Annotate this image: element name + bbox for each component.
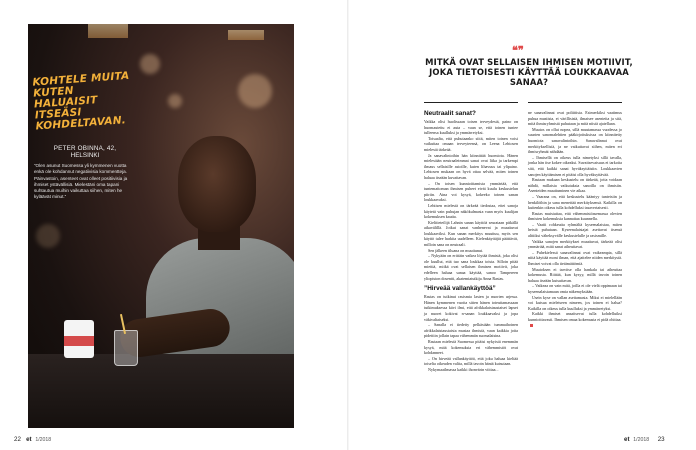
paragraph: – Nykyään on erittäin vaikea löytää ihmistä, joka olisi ole kuullut, että tuo sana loukkaa toista. Silloin pitää miettiä, mitkä ovat sellaisen ihmisen motiivit, joka edelleen haluaa sanaa käyttää, sanoo Tampereen yliopiston dosentti, akatemiatutkija Anna Rastas. xyxy=(424,253,518,281)
page-gutter xyxy=(347,0,349,450)
paper-cup xyxy=(64,320,94,358)
page-number-left: 22 xyxy=(14,436,21,443)
paragraph: – Puhekielessä sanavalinnat ovat vaikeampia, sillä niitä käyttää moni ilman, että ajattelee niiden merkitystä. Ihmiset voivat olla tietämättömiä. xyxy=(528,249,622,267)
bokeh-light xyxy=(168,94,182,108)
caption-quote: KOHTELE MUITA KUTEN HALUAISIT ITSEÄSI KOHDELTAVAN. xyxy=(32,69,130,133)
paragraph: Rastas muistuttaa, että vähemmistöasemassa olevien ihmisten kokemuksia kannattaa kuunnella. xyxy=(528,210,622,222)
subheading-vallankaytto: ”Hirveää vallankäyttöä” xyxy=(424,285,496,293)
paragraph: – Vaarana on, että keskustelu kääntyy tunteisiin ja henkilöihin ja sana menettää merkityksensä. Kaikilla on kuitenkin oikeus tulla kohdelluksi tasavertaisesti. xyxy=(528,193,622,211)
paragraph: Usein kyse on vallan asettamasta. Miksi ei mielellään voi kutsua mieleiseen nimeen, jos toinen ei halua? Kaikilla on oikeus tulla kuulluksi ja ymmärretyksi. xyxy=(528,294,622,311)
issue-left: 1/2018 xyxy=(35,437,52,443)
lamp-glow xyxy=(228,30,264,40)
paragraph: – Ihmisellä on oikeus tulla nimetyksi sillä tavalla, jonka hän itse kokee oikeaksi. Suvaitsevaisuus ei tarkoita sitä, että kaikki sanat hyväksyttäisiin. Loukkaavien sanojen käyttämisen ei pitäisi olla hyväksyttävää. xyxy=(528,154,622,177)
article-headline: MITKÄ OVAT SELLAISEN IHMISEN MOTIIVIT, JOKA TIETOISESTI KÄYTTÄÄ LOUKKAAVAA SANAA? xyxy=(425,57,633,87)
drinking-glass xyxy=(114,330,138,366)
caption-person-name: PETER OBINNA, 42, xyxy=(53,145,117,152)
page-number-right: 23 xyxy=(657,436,665,443)
headline-rule xyxy=(528,102,622,103)
paragraph: ne sanavalinnat ovat poliittisia. Esimerkiksi vaatimus puhua mustista, ei värillisistä, ilmaisee asenteita ja sitä, mitä ihmisryhmistä puhutaan ja mitä niistä ajatellaan. xyxy=(528,110,622,127)
caption-body: ”Olen asunut Suomessa yli kymmenen vuotta enkä ole kohdannut negatiivisia kommentteja. Päinvastoin, asenteet ovat olleet positiivisia ja ihmiset ystävällisiä. Mielestäni oma tapani suhtautua muihin vaikuttaa siihen, miten he kyläävät minut.” xyxy=(34,163,128,200)
cafe-table xyxy=(28,354,294,428)
paragraph: Nykymaailmassa kaikki ihonvärin viittaa... xyxy=(428,366,499,372)
bokeh-light xyxy=(36,224,60,248)
folio-left xyxy=(14,436,51,443)
paragraph: Muutoksen ei tarvitse olla hankala tai aiheuttaa kokemusta. Riittää, kun kysyy, millä tavoin toinen haluaa itseään kutsuttavan. xyxy=(528,266,622,283)
paragraph: Muutos on ollut nopea, sillä muutamassa vuodessa jo suurten sanomalehtien pääkirjoituksissa on kiinnitetty huomiota sanavalintoihin. Sanavalinnat ovat merkityksellisiä, ja ne vaikuttavat siihen, miten eri ihmisryhmät nähdään. xyxy=(528,126,622,155)
photo-caption xyxy=(32,69,136,201)
paragraph: – Vaatii rohkeutta ryhmältä kyseenalaistaa, miten heistä puhutaan. Kyseenalaistajat asettavat itsensä alttiiksi väheksyvälle keskustelulle ja rasismille. xyxy=(528,221,622,239)
issue-right: 1/2018 xyxy=(633,437,650,443)
paragraph: Sen jälkeen tiluana on muuttunut. xyxy=(428,247,484,253)
subheading-neutraalit: Neutraalit sanat? xyxy=(424,110,476,117)
quote-mark-icon: ❝❞ xyxy=(512,44,524,57)
paragraph: – Vaikeaa on vain mitä, joilla ei ole vielä oppimaan tai kyseenalaistamaan omia näkemyksiään. xyxy=(528,283,622,294)
magazine-name-right: et xyxy=(624,436,630,443)
paragraph: Rastaan mielestä Suomessa pitäisi nykyistä enemmän kysyä, mitä kokemuksia eri vähemmistöt ovat kohdanneet. xyxy=(424,338,518,356)
paragraph: – Sanalla ei tiedetty pelkästään tummaihoinen afrikkalaistaustaista mustaa ihmistä, vaan kaikkia joita pidettiin jollain tapaa vähemmän suomalaisina. xyxy=(424,322,518,339)
person-head xyxy=(178,136,256,232)
end-mark-icon xyxy=(530,324,533,327)
lamp-glow xyxy=(88,24,128,38)
paragraph: – On toisen kunnioittamista ymmärtää, että tuntemattoman ihmisen puheet eivät kuulu keskustelun piiriin. Aina voi kysyä, kokeeko toinen sanan loukkaavaksi. xyxy=(424,180,518,203)
paragraph: Toisaalta, että puhutaanko siitä, miten toinen voisi vaikuttaa omaan terveyteensä, on Leena Lehtosen mielestä tärkeää. xyxy=(424,135,518,152)
paragraph: Lehtisen mielestä on tärkeää tiedostaa, ettei sanoja käytetä vain puhujan näkökulmasta vaan myös kuulijan kokemuksen kautta. xyxy=(424,202,518,220)
paragraph: Kielitieteilijä Lahnin sanan käyttöä seurataan pitkällä aikavälillä. Jotkut sanat vanhenevat ja muuttuvat loukkaaviksi. Kun sanan merkitys muuttuu, myös sen käyttö tulee harkita uudelleen. Kielenkäyttäjät päättävät, milloin sana on neutraali. xyxy=(424,219,518,248)
article-column-2 xyxy=(528,110,622,328)
paragraph: Vaikka sanojen merkitykset muuttuvat, tärkeää olisi ymmärtää, mitä sanat aiheuttavat. xyxy=(528,238,622,250)
paragraph: Rastas on tutkinut rasismia lasten ja nuorten arjessa. Hänen kymmenen vuotta sitten hänen toteuttamassaan tutkimuksessa kävi ilmi, että afrikkalaistaustaiset lapset ja nuoret kokivat n-sanan loukkaavaksi ja jopa väkivaltaiseksi. xyxy=(424,294,518,322)
caption-person-city: HELSINKI xyxy=(70,152,100,159)
paragraph: Rastaan mukaan keskustelu on tärkeää, jotta voidaan nähdä, millaisia vaikutuksia sanoilla on ihmisiin. Asenteiden muuttuminen vie aikaa. xyxy=(528,177,622,194)
folio-right xyxy=(624,436,665,443)
paragraph: Vaikka olisi huolissaan toisen terveydestä, paino on huomautettu ei auta – vaan se, että toinen tuntee tulleensa kuulluksi ja ymmärretyksi. xyxy=(424,119,518,136)
paragraph: Kaikki ihmiset ansaitsevat tulla kohdelluiksi kunnioittavasti. Ihmisen omaa kokemusta ei pidä ohittaa. xyxy=(528,311,622,322)
headline-rule xyxy=(424,102,518,103)
bokeh-light xyxy=(238,74,272,108)
bokeh-light xyxy=(140,54,160,74)
paragraph: – On hirveää vallankäyttöä, että joku haluaa kieltää toiselta oikeuden valita, millä tavoin häntä kutsutaan. xyxy=(424,355,518,367)
article-column-1 xyxy=(424,110,518,373)
magazine-name-left: et xyxy=(26,436,32,443)
paragraph: Ja sanavalintoihin hän kiinnittää huomiota. Hänen mielestään neutraaleimmat sanat ovat liika ja tarkempi ilmaus sellaisille asioille, kuten lihavuus tai ylipaino. Lehtosen mukaan on hyvä ottaa selvää, miten toinen haluaa itseään kuvattavan. xyxy=(424,152,518,180)
